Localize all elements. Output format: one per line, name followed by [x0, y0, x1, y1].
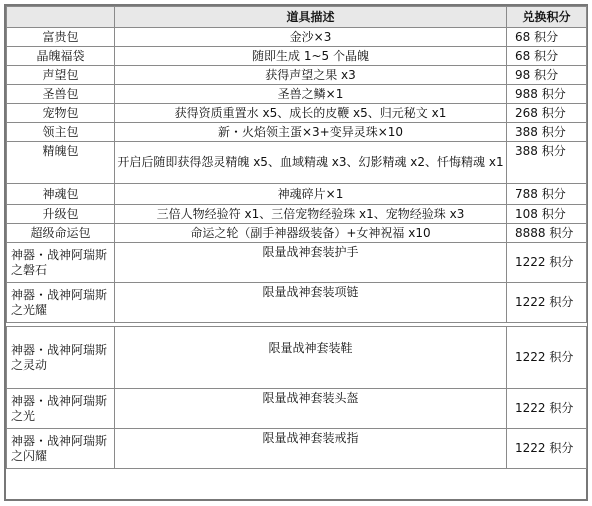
item-name: 神魂包 — [7, 184, 115, 205]
item-name: 圣兽包 — [7, 85, 115, 104]
item-exchange-table — [6, 6, 587, 469]
item-description: 开启后随即获得怨灵精魄 x5、血域精魂 x3、幻影精魂 x2、忏悔精魂 x1 — [115, 142, 507, 184]
header-item — [7, 7, 115, 28]
item-points: 988 积分 — [507, 85, 587, 104]
item-name: 精魄包 — [7, 142, 115, 184]
item-name: 富贵包 — [7, 28, 115, 47]
item-name: 宠物包 — [7, 104, 115, 123]
item-name: 晶魄福袋 — [7, 47, 115, 66]
table-row — [7, 28, 587, 47]
item-description: 圣兽之鳞×1 — [115, 85, 507, 104]
item-points: 1222 积分 — [507, 327, 587, 389]
table-row — [7, 184, 587, 205]
item-exchange-table-frame — [4, 4, 588, 501]
item-points: 1222 积分 — [507, 429, 587, 469]
item-points: 1222 积分 — [507, 283, 587, 323]
item-points: 788 积分 — [507, 184, 587, 205]
item-description: 命运之轮（副手神器级装备）+女神祝福 x10 — [115, 224, 507, 243]
table-row — [7, 66, 587, 85]
table-row — [7, 224, 587, 243]
table-row — [7, 104, 587, 123]
item-points: 388 积分 — [507, 142, 587, 184]
table-row — [7, 389, 587, 429]
item-points: 68 积分 — [507, 28, 587, 47]
item-points: 1222 积分 — [507, 243, 587, 283]
item-description: 获得资质重置水 x5、成长的皮鞭 x5、归元秘文 x1 — [115, 104, 507, 123]
item-points: 68 积分 — [507, 47, 587, 66]
item-name: 神器・战神阿瑞斯之灵动 — [7, 327, 115, 389]
item-name: 领主包 — [7, 123, 115, 142]
table-row — [7, 283, 587, 323]
table-row — [7, 243, 587, 283]
item-description: 限量战神套装护手 — [115, 243, 507, 283]
table-row — [7, 429, 587, 469]
table-row — [7, 47, 587, 66]
item-points: 98 积分 — [507, 66, 587, 85]
table-row — [7, 85, 587, 104]
item-points: 388 积分 — [507, 123, 587, 142]
item-description: 随即生成 1~5 个晶魄 — [115, 47, 507, 66]
table-row — [7, 123, 587, 142]
item-description: 限量战神套装项链 — [115, 283, 507, 323]
item-description: 金沙×3 — [115, 28, 507, 47]
item-points: 1222 积分 — [507, 389, 587, 429]
item-points: 268 积分 — [507, 104, 587, 123]
table-header-row — [7, 7, 587, 28]
header-points: 兑换积分 — [507, 7, 587, 28]
item-name: 神器・战神阿瑞斯之闪耀 — [7, 429, 115, 469]
header-description: 道具描述 — [115, 7, 507, 28]
item-description: 限量战神套装头盔 — [115, 389, 507, 429]
table-row — [7, 205, 587, 224]
item-points: 8888 积分 — [507, 224, 587, 243]
item-description: 限量战神套装戒指 — [115, 429, 507, 469]
item-name: 神器・战神阿瑞斯之光耀 — [7, 283, 115, 323]
item-name: 超级命运包 — [7, 224, 115, 243]
item-description: 神魂碎片×1 — [115, 184, 507, 205]
item-name: 神器・战神阿瑞斯之磐石 — [7, 243, 115, 283]
item-description: 限量战神套装鞋 — [115, 327, 507, 389]
item-name: 神器・战神阿瑞斯之光 — [7, 389, 115, 429]
item-points: 108 积分 — [507, 205, 587, 224]
table-row — [7, 142, 587, 184]
table-row — [7, 327, 587, 389]
item-description: 三倍人物经验符 x1、三倍宠物经验珠 x1、宠物经验珠 x3 — [115, 205, 507, 224]
item-description: 获得声望之果 x3 — [115, 66, 507, 85]
item-name: 声望包 — [7, 66, 115, 85]
item-description: 新・火焰领主蛋×3+变异灵珠×10 — [115, 123, 507, 142]
item-name: 升级包 — [7, 205, 115, 224]
